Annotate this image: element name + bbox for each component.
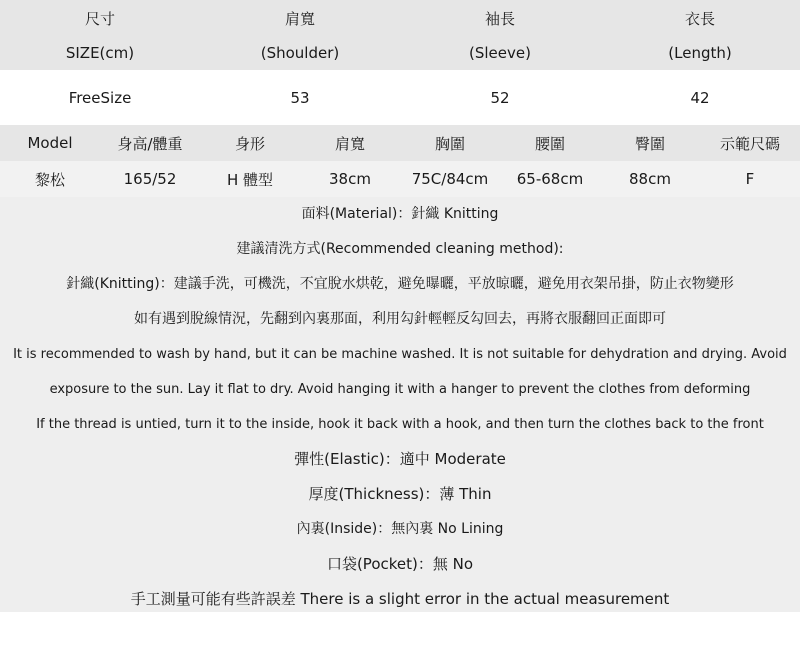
model-header-row (0, 125, 800, 161)
care-info-block (0, 197, 800, 612)
size-header-cell: 尺寸 (84, 9, 115, 28)
cleaning-zh-line-1: 針織(Knitting)：建議手洗，可機洗，不宜脫水烘乾，避免曝曬，平放晾曬，避免用衣架吊掛，防止衣物變形 (66, 276, 734, 292)
hip-cell: 88cm (629, 170, 671, 188)
size-table (0, 0, 800, 125)
cleaning-en-line-2: exposure to the sun. Lay it flat to dry. Avoid hanging it with a hanger to prevent the clothes from deforming (49, 382, 751, 397)
shoulder-header-cell: 肩寬 (334, 134, 365, 153)
pocket-text: 口袋(Pocket)：無 No (326, 555, 474, 573)
length-header-en-cell: (Length) (668, 44, 732, 62)
sleeve-header-cell: 袖長 (484, 9, 515, 28)
demo-size-cell: F (745, 170, 755, 188)
bust-cell: 75C/84cm (411, 170, 489, 188)
shoulder-header-en-cell: (Shoulder) (260, 44, 340, 62)
model-data-row (0, 161, 800, 197)
size-header-zh-row (0, 0, 800, 36)
measurement-note: 手工測量可能有些許誤差 There is a slight error in the actual measurement (130, 590, 670, 608)
thickness-text: 厚度(Thickness)：薄 Thin (308, 485, 492, 503)
sleeve-value-cell: 52 (490, 88, 510, 107)
size-header-en-cell: SIZE(cm) (65, 44, 135, 62)
hip-header-cell: 臀圍 (634, 134, 665, 153)
body-shape-header-cell: 身形 (234, 134, 265, 153)
inside-lining-text: 內裏(Inside)：無內裏 No Lining (296, 521, 504, 537)
model-table (0, 125, 800, 197)
model-name-cell: 黎松 (34, 170, 65, 189)
length-value-cell: 42 (690, 88, 710, 107)
shoulder-header-cell: 肩寬 (284, 9, 315, 28)
waist-header-cell: 腰圍 (534, 134, 565, 153)
shoulder-cell: 38cm (329, 170, 371, 188)
elastic-text: 彈性(Elastic)：適中 Moderate (294, 450, 506, 468)
size-data-row (0, 70, 800, 125)
shoulder-value-cell: 53 (290, 88, 310, 107)
cleaning-zh-line-2: 如有遇到脫線情況，先翻到內裏那面，利用勾針輕輕反勾回去，再將衣服翻回正面即可 (134, 311, 666, 327)
bust-header-cell: 胸圍 (434, 134, 465, 153)
size-value-cell: FreeSize (68, 88, 132, 107)
cleaning-en-line-3: If the thread is untied, turn it to the inside, hook it back with a hook, and then turn the clothes back to the front (36, 417, 764, 432)
length-header-cell: 衣長 (684, 9, 715, 28)
sleeve-header-en-cell: (Sleeve) (469, 44, 531, 62)
cleaning-title: 建議清洗方式(Recommended cleaning method): (236, 241, 564, 257)
size-header-en-row (0, 36, 800, 70)
cleaning-en-line-1: It is recommended to wash by hand, but it can be machine washed. It is not suitable for dehydration and drying. Avoid (13, 347, 787, 362)
demo-size-header-cell: 示範尺碼 (719, 134, 780, 153)
model-header-cell: Model (27, 134, 73, 152)
waist-cell: 65-68cm (516, 170, 584, 188)
height-weight-cell: 165/52 (123, 170, 177, 188)
material-text: 面料(Material)：針織 Knitting (301, 206, 499, 222)
height-weight-header-cell: 身高/體重 (117, 134, 183, 153)
body-shape-cell: H 體型 (226, 170, 274, 189)
